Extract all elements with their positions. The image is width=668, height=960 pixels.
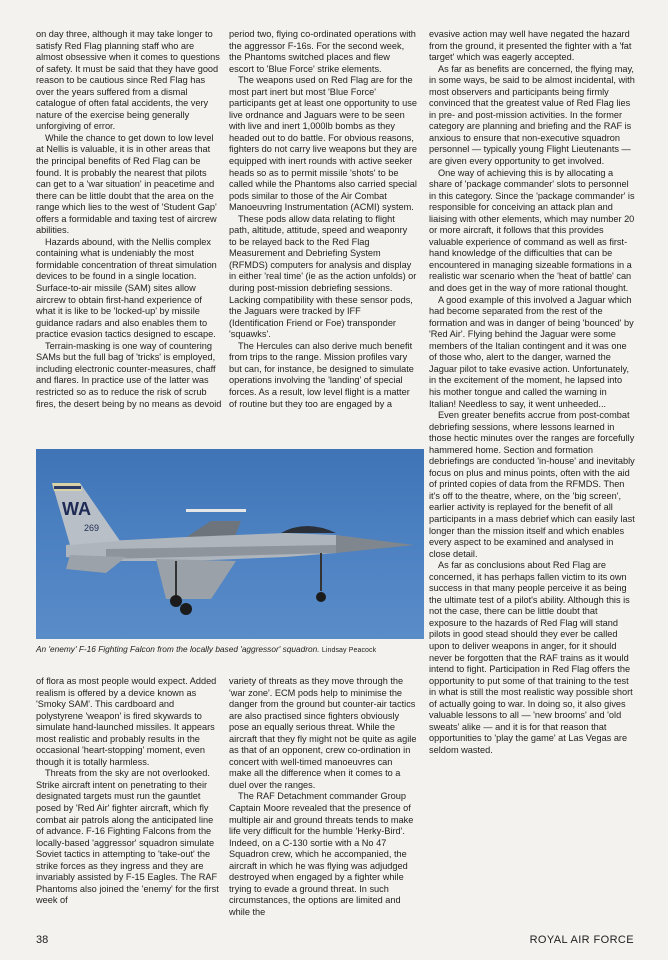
nose-cone xyxy=(336,535,414,553)
paragraph: These pods allow data relating to flight path, altitude, attitude, speed and weaponry to be relayed back to the Red Flag Measurement and Debriefing System (RFMDS) computers for analysis and display in either 'real time' (ie as the action unfolds) or during post-mission debriefing sessions. Lacking compatibility with these sensor pods, the Jaguars were tracked by IFF (Identification Friend or Foe) transponder 'squawks'. xyxy=(229,213,417,340)
column-3 xyxy=(429,29,635,756)
paragraph: on day three, although it may take longer to satisfy Red Flag planning staff who are almost obsessive when it comes to questions of safety. It must be said that they have good reason to be cautious since Red Flag has over the years suffered from a dismal catalogue of often fatal accidents, the very nature of the exercise being generally unforgiving of error. xyxy=(36,29,220,132)
paragraph: of flora as most people would expect. Added realism is offered by a device known as 'Smoky SAM'. This cardboard and polystyrene 'weapon' is fired skywards to simulate hand-launched missiles. It appears most realistic and probably results in the occasional 'heart-stopping' moment, even though it is totally harmless. xyxy=(36,676,217,767)
column-2-bottom xyxy=(229,676,417,918)
wingtip-missile xyxy=(186,509,246,512)
tail-checker xyxy=(54,486,81,489)
near-wing xyxy=(156,559,236,599)
column-2-top xyxy=(229,29,417,410)
paragraph: Hazards abound, with the Nellis complex containing what is undeniably the most formidable concentration of threat simulation devices to be found in a single location. Surface-to-air missile (SAM) sites allow aircrew to obtain first-hand experience of what it is like to be 'locked-up' by missile guidance radars and also enables them to practice evasion tactics designed to escape. xyxy=(36,236,217,340)
paragraph: While the chance to get down to low level at Nellis is valuable, it is in other areas that the principal benefits of Red Flag can be found. It is probably the nearest that pilots can get to a 'war situation' in peacetime and there can be little doubt that the area on the range which lies to the west of 'Student Gap' offers a formidable and taxing test of aircrew abilities. xyxy=(36,132,217,236)
caption-text: An 'enemy' F-16 Fighting Falcon from the locally based 'aggressor' squadron. xyxy=(36,644,320,654)
paragraph: The weapons used on Red Flag are for the most part inert but most 'Blue Force' participants get at least one opportunity to use live ordnance and Jaguars were to be seen with live and inert 1,000lb bombs as they headed out to do battle. For obvious reasons, fighters do not carry live weapons but they are equipped with inert rounds with active seeker heads so as to permit missile 'shots' to be called while the Phantoms also carried special pods similar to those of the Air Combat Manoeuvring Instrumentation (ACMI) system. xyxy=(229,75,417,213)
paragraph: As far as conclusions about Red Flag are concerned, it has perhaps fallen victim to its own success in that many people perceive it as being the ultimate test of a pilot's ability. Although this is not the case, there can be little doubt that exposure to the hazards of Red Flag will stand pilots in good stead should they ever be called upon to deliver weapons in anger, for it should never be forgotten that the RAF trains as it would intend to fight. Participation in Red Flag offers the opportunity to put some of that training to the test in what is still the most realistic way possible short of actually going to war. In doing so, it also gives valuable lessons to all — 'new brooms' and 'old sweats' alike — and it is for that reason that opportunities to 'play the game' at Las Vegas are seldom wasted. xyxy=(429,560,633,755)
nose-gear-wheel xyxy=(316,592,326,602)
paragraph: Even greater benefits accrue from post-combat debriefing sessions, where lessons learned in those hectic minutes over the ranges are forcefully hammered home. Section and formation debriefings are conducted 'in-house' and inevitably focus on plus and minus points, often with the aid of printed copies of data from the RFMDS. Then it's off to the theatre, where, on the 'big screen', earlier activity is replayed for the benefit of all participants in a mass debrief which can easily last longer than the mission itself and which enables every aspect to be examined and analysed in close detail. xyxy=(429,410,635,559)
serial-number: 269 xyxy=(84,523,100,533)
f16-aircraft-illustration xyxy=(36,449,424,639)
canopy xyxy=(281,526,336,533)
tail-code: WA xyxy=(62,499,91,519)
photo-credit: Lindsay Peacock xyxy=(321,647,377,654)
main-gear-wheel xyxy=(170,595,182,607)
paragraph: The Hercules can also derive much benefit from trips to the range. Mission profiles vary but can, for instance, be designed to simulate operations involving the 'landing' of special forces. As a result, low level flight is a matter of routine but they too are engaged by a xyxy=(229,340,414,409)
paragraph: period two, flying co-ordinated operations with the aggressor F-16s. For the second week, the Phantoms switched places and flew escort to 'Blue Force' strike elements. xyxy=(229,29,416,74)
paragraph: variety of threats as they move through the 'war zone'. ECM pods help to minimise the danger from the ground but counter-air tactics are also practised since fighters obviously pose an equally serious threat. While the aircraft that they fly might not be quite as agile as that of an opponent, crew co-ordination in concert with well-timed manoeuvres can make all the difference when it comes to a duel over the ranges. xyxy=(229,676,417,790)
paragraph: Terrain-masking is one way of countering SAMs but the full bag of 'tricks' is employed, including electronic counter-measures, chaff and flares. In practice use of the latter was restricted so as to reduce the risk of scrub fires, the desert being by no means as devoid xyxy=(36,340,222,409)
paragraph: As far as benefits are concerned, the flying may, in some ways, be said to be almost incidental, with most observers and participants being firmly convinced that the greatest value of Red Flag lies in pre- and post-mission activities. In the former category are planning and briefing and the RAF is anxious to ensure that non-executive squadron personnel — typically young Flight Lieutenants — are given every opportunity to get involved. xyxy=(429,63,635,167)
paragraph: One way of achieving this is by allocating a share of 'package commander' slots to personnel in this category. Since the 'package commander' is responsible for conceiving an attack plan and liaising with other elements, which may number 20 or more aircraft, it follows that this provides valuable experience of command as well as first-hand knowledge of the difficulties that can be encountered in managing sizeable formations in a realistic war scenario when the 'heat of battle' can and does get in the way of more rational thought. xyxy=(429,167,635,294)
page-number: 38 xyxy=(36,934,49,946)
footer-title: ROYAL AIR FORCE xyxy=(529,934,634,946)
photo-caption xyxy=(36,644,424,656)
paragraph: The RAF Detachment commander Group Captain Moore revealed that the presence of multiple air and ground threats tends to make life very difficult for the humble 'Herky-Bird'. Indeed, on a C-130 sortie with a No 47 Squadron crew, which he accompanied, the aircraft in which he was flying was adjudged destroyed when engaged by a fighter while trying to evade a ground threat. In such circumstances, the options are limited and while the xyxy=(229,791,414,917)
main-gear-wheel xyxy=(180,603,192,615)
paragraph: A good example of this involved a Jaguar which had become separated from the rest of the formation and was in danger of being 'bounced' by 'Red Air'. Flying behind the Jaguar were some members of the Italian contingent and it was one of those who, alert to the danger, warned the Jaguar pilot to take evasive action. Unfortunately, in the excitement of the moment, he lapsed into his mother tongue and called the warning in Italian! Needless to say, it went unheeded... xyxy=(429,294,634,409)
column-1-bottom xyxy=(36,676,222,907)
paragraph: evasive action may well have negated the hazard from the ground, it presented the fighter with a 'fat target' which was eagerly accepted. xyxy=(429,29,632,63)
column-1-top xyxy=(36,29,222,410)
tailplane xyxy=(66,555,126,573)
f16-photo xyxy=(36,449,424,639)
paragraph: Threats from the sky are not overlooked. Strike aircraft intent on penetrating to their designated targets must run the gauntlet posed by 'Red Air' fighter aircraft, which fly combat air patrols along the anticipated line of advance. F-16 Fighting Falcons from the locally-based 'aggressor' squadron simulate Soviet tactics in attempting to 'take-out' the strike forces as they ingress and they are invariably assisted by F-15 Eagles. The RAF Phantoms also joined the 'enemy' for the first week of xyxy=(36,768,219,906)
